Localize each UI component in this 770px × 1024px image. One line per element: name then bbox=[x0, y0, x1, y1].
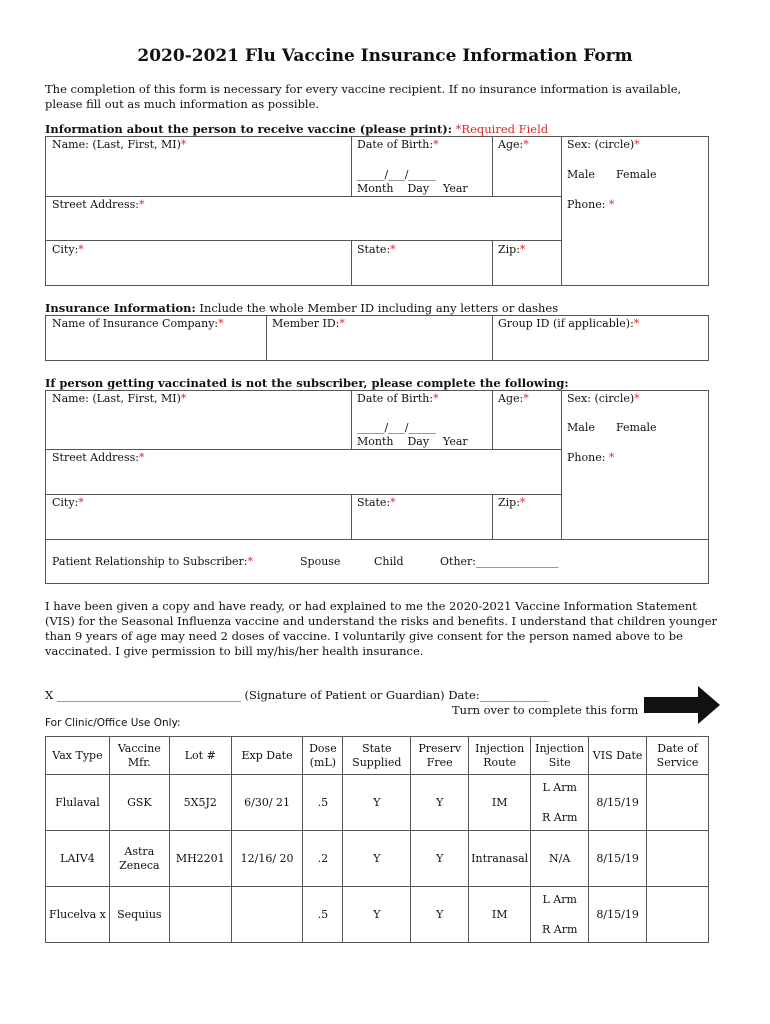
subscriber-age-field[interactable]: Age:* bbox=[498, 392, 529, 405]
recipient-name-field[interactable]: Name: (Last, First, MI)* bbox=[52, 138, 187, 151]
subscriber-name-field[interactable]: Name: (Last, First, MI)* bbox=[52, 392, 187, 405]
table-row: LAIV4 Astra Zeneca MH2201 12/16/ 20 .2 Y Y Intranasal N/A 8/15/19 bbox=[46, 831, 709, 887]
subscriber-heading: If person getting vaccinated is not the subscriber, please complete the following: bbox=[45, 376, 569, 390]
relationship-other[interactable]: Other:_______________ bbox=[440, 555, 559, 568]
recipient-dob-blank: _____/___/_____ bbox=[357, 168, 436, 181]
header-vis-date: VIS Date bbox=[589, 737, 647, 775]
form-title: 2020-2021 Flu Vaccine Insurance Information Form bbox=[137, 46, 633, 66]
table-row: Flucelva x Sequius .5 Y Y IM L Arm R Arm 8/15/19 bbox=[46, 887, 709, 943]
subscriber-zip-field[interactable]: Zip:* bbox=[498, 496, 526, 509]
header-state-supplied: State Supplied bbox=[343, 737, 411, 775]
vaccine-table bbox=[45, 736, 709, 943]
recipient-sex-female[interactable]: Female bbox=[616, 168, 657, 181]
subscriber-dob-field[interactable]: Date of Birth:* bbox=[357, 392, 439, 405]
subscriber-sex-label: Sex: (circle)* bbox=[567, 392, 640, 405]
subscriber-dob-blank: _____/___/_____ bbox=[357, 421, 436, 434]
consent-text: I have been given a copy and have ready, or had explained to me the 2020-2021 Vaccine Information Statement (VIS) for the Seasonal Influenza vaccine and understand the risks and benefits. I understand that children younger than 9 years of age may need 2 doses of vaccine. I voluntarily give consent for the person named above to be vaccinated. I give permission to bill my/his/her health insurance. bbox=[45, 599, 718, 658]
header-vax-type: Vax Type bbox=[46, 737, 110, 775]
insurance-company-field[interactable]: Name of Insurance Company:* bbox=[52, 317, 224, 330]
injection-site-cell: N/A bbox=[531, 831, 589, 887]
relationship-child[interactable]: Child bbox=[374, 555, 404, 568]
injection-site-cell[interactable]: L Arm R Arm bbox=[531, 887, 589, 943]
recipient-sex-label: Sex: (circle)* bbox=[567, 138, 640, 151]
signature-line[interactable]: X ________________________________ (Signature of Patient or Guardian) Date:____________ bbox=[45, 688, 549, 702]
header-preserv-free: Preserv Free bbox=[411, 737, 469, 775]
date-of-service-cell[interactable] bbox=[647, 775, 709, 831]
recipient-zip-field[interactable]: Zip:* bbox=[498, 243, 526, 256]
recipient-state-field[interactable]: State:* bbox=[357, 243, 396, 256]
recipient-city-field[interactable]: City:* bbox=[52, 243, 84, 256]
intro-text: The completion of this form is necessary for every vaccine recipient. If no insurance information is available, please fill out as much information as possible. bbox=[45, 82, 682, 111]
turn-over-text: Turn over to complete this form bbox=[452, 703, 639, 717]
recipient-sex-male[interactable]: Male bbox=[567, 168, 595, 181]
subscriber-street-field[interactable]: Street Address:* bbox=[52, 451, 145, 464]
header-date-of-service: Date of Service bbox=[647, 737, 709, 775]
subscriber-state-field[interactable]: State:* bbox=[357, 496, 396, 509]
recipient-box bbox=[45, 136, 709, 286]
recipient-phone-field[interactable]: Phone: * bbox=[567, 198, 615, 211]
table-header-row bbox=[46, 737, 709, 775]
header-exp-date: Exp Date bbox=[231, 737, 303, 775]
recipient-age-field[interactable]: Age:* bbox=[498, 138, 529, 151]
subscriber-sex-female[interactable]: Female bbox=[616, 421, 657, 434]
injection-site-cell[interactable]: L Arm R Arm bbox=[531, 775, 589, 831]
header-dose: Dose (mL) bbox=[303, 737, 343, 775]
subscriber-city-field[interactable]: City:* bbox=[52, 496, 84, 509]
table-row: Flulaval GSK 5X5J2 6/30/ 21 .5 Y Y IM L Arm R Arm 8/15/19 bbox=[46, 775, 709, 831]
subscriber-dob-sub: Month Day Year bbox=[357, 435, 468, 448]
member-id-field[interactable]: Member ID:* bbox=[272, 317, 345, 330]
header-injection-route: Injection Route bbox=[469, 737, 531, 775]
header-injection-site: Injection Site bbox=[531, 737, 589, 775]
group-id-field[interactable]: Group ID (if applicable):* bbox=[498, 317, 640, 330]
arrow-right-icon bbox=[644, 686, 720, 724]
date-of-service-cell[interactable] bbox=[647, 831, 709, 887]
relationship-spouse[interactable]: Spouse bbox=[300, 555, 341, 568]
header-lot: Lot # bbox=[169, 737, 231, 775]
subscriber-phone-field[interactable]: Phone: * bbox=[567, 451, 615, 464]
recipient-dob-sub: Month Day Year bbox=[357, 182, 468, 195]
relationship-label: Patient Relationship to Subscriber:* bbox=[52, 555, 254, 568]
recipient-street-field[interactable]: Street Address:* bbox=[52, 198, 145, 211]
recipient-dob-field[interactable]: Date of Birth:* bbox=[357, 138, 439, 151]
header-vaccine-mfr: Vaccine Mfr. bbox=[109, 737, 169, 775]
date-of-service-cell[interactable] bbox=[647, 887, 709, 943]
recipient-heading: Information about the person to receive vaccine (please print): *Required Field bbox=[45, 122, 549, 136]
insurance-heading: Insurance Information: Include the whole Member ID including any letters or dashes bbox=[45, 301, 559, 315]
required-note: *Required Field bbox=[455, 122, 549, 136]
clinic-use-label: For Clinic/Office Use Only: bbox=[45, 717, 181, 729]
subscriber-sex-male[interactable]: Male bbox=[567, 421, 595, 434]
